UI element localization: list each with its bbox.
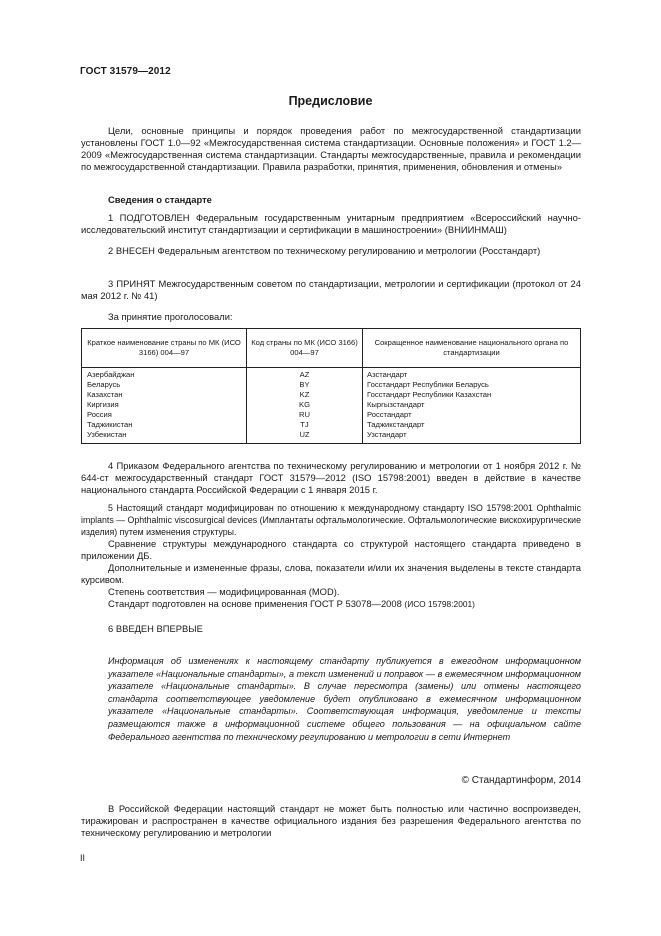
code-cell: BY: [247, 380, 363, 390]
table-header-row: [82, 329, 581, 368]
item-5-basis-text: Стандарт подготовлен на основе применения ГОСТ Р 53078—2008: [108, 597, 405, 609]
body-cell: Госстандарт Республики Казахстан: [363, 390, 581, 400]
item-6-paragraph: 6 ВВЕДЕН ВПЕРВЫЕ: [108, 623, 203, 634]
item-1-paragraph: 1 ПОДГОТОВЛЕН Федеральным государственным унитарным предприятием «Всероссийский научно-исследовательский институт стандартизации и сертификации в машиностроении» (ВНИИНМАШ): [81, 212, 581, 235]
changes-info-note: Информация об изменениях к настоящему стандарту публикуется в ежегодном информационном указателе «Национальные стандарты», а текст изменений и поправок — в ежемесячном информационном указателе «Национальные стандарты». В случае пересмотра (замены) или отмены настоящего стандарта соответствующее уведомление будет опубликовано в ежемесячном информационном указателе «Национальные стандарты». Соответствующая информация, уведомление и тексты размещаются также в информационной системе общего пользования — на официальном сайте Федерального агентства по техническому регулированию и метрологии в сети Интернет: [108, 656, 581, 742]
item-5-block: [81, 503, 581, 611]
about-standard-heading: Сведения о стандарте: [108, 194, 212, 205]
standard-code-header: ГОСТ 31579—2012: [80, 66, 171, 77]
table-row: [82, 420, 581, 430]
country-cell: Казахстан: [82, 390, 247, 400]
item-2-paragraph: 2 ВНЕСЕН Федеральным агентством по техническому регулированию и метрологии (Росстандарт): [108, 245, 541, 256]
country-cell: Узбекистан: [82, 430, 247, 444]
copyright-line: © Стандартинформ, 2014: [461, 775, 581, 786]
item-5-basis: [81, 598, 581, 611]
table-row: [82, 390, 581, 400]
item-5-paragraph: 5 Настоящий стандарт модифицирован по отношению к международному стандарту ISO 15798:2001 Ophthalmic implants — Ophthalmic viscosurgical devices (Имплантаты офтальмологические. Офтальмологические вискохирургические изделия) путем изменения структуры.: [81, 503, 581, 537]
voted-label: За принятие проголосовали:: [108, 311, 233, 322]
table-row: [82, 410, 581, 420]
code-cell: TJ: [247, 420, 363, 430]
body-cell: Узстандарт: [363, 430, 581, 444]
column-header-country: Краткое наименование страны по МК (ИСО 3166) 004—97: [82, 329, 247, 368]
body-cell: Азстандарт: [363, 368, 581, 381]
code-cell: UZ: [247, 430, 363, 444]
member-countries-table: [81, 328, 581, 444]
country-cell: Беларусь: [82, 380, 247, 390]
column-header-body: Сокращенное наименование национального органа по стандартизации: [363, 329, 581, 368]
table-row: [82, 400, 581, 410]
item-5-comparison: Сравнение структуры международного стандарта со структурой настоящего стандарта приведено в приложении ДБ.: [81, 538, 581, 562]
page-number: II: [80, 853, 86, 863]
item-5-conformity: Степень соответствия — модифицированная (MOD).: [108, 586, 340, 598]
page-title: Предисловие: [288, 94, 373, 108]
country-cell: Таджикистан: [82, 420, 247, 430]
table-row: [82, 380, 581, 390]
column-header-code: Код страны по МК (ИСО 3166) 004—97: [247, 329, 363, 368]
code-cell: AZ: [247, 368, 363, 381]
item-5-basis-iso: (ИСО 15798:2001): [404, 598, 475, 609]
table-row: [82, 368, 581, 381]
item-4-paragraph: 4 Приказом Федерального агентства по техническому регулированию и метрологии от 1 ноября 2012 г. № 644-ст межгосударственный стандарт ГОСТ 31579—2012 (ISO 15798:2001) введен в действие в качестве национального стандарта Российской Федерации с 1 января 2015 г.: [81, 460, 581, 495]
intro-paragraph: Цели, основные принципы и порядок проведения работ по межгосударственной стандартизации установлены ГОСТ 1.0—92 «Межгосударственная система стандартизации. Основные положения» и ГОСТ 1.2—2009 «Межгосударственная система стандартизации. Стандарты межгосударственные, правила и рекомендации по межгосударственной стандартизации. Правила разработки, принятия, применения, обновления и отмены»: [81, 125, 581, 172]
body-cell: Кыргызстандарт: [363, 400, 581, 410]
country-cell: Азербайджан: [82, 368, 247, 381]
table-row: [82, 430, 581, 444]
country-cell: Россия: [82, 410, 247, 420]
code-cell: KZ: [247, 390, 363, 400]
code-cell: KG: [247, 400, 363, 410]
body-cell: Госстандарт Республики Беларусь: [363, 380, 581, 390]
body-cell: Таджикстандарт: [363, 420, 581, 430]
body-cell: Росстандарт: [363, 410, 581, 420]
reproduction-restriction: В Российской Федерации настоящий стандарт не может быть полностью или частично воспроизведен, тиражирован и распространен в качестве официального издания без разрешения Федерального агентства по техническому регулированию и метрологии: [81, 803, 581, 838]
item-3-paragraph: 3 ПРИНЯТ Межгосударственным советом по стандартизации, метрологии и сертификации (протокол от 24 мая 2012 г. № 41): [81, 278, 581, 301]
country-cell: Киргизия: [82, 400, 247, 410]
item-5-highlight-note: Дополнительные и измененные фразы, слова, показатели и/или их значения выделены в тексте стандарта курсивом.: [81, 562, 581, 586]
code-cell: RU: [247, 410, 363, 420]
